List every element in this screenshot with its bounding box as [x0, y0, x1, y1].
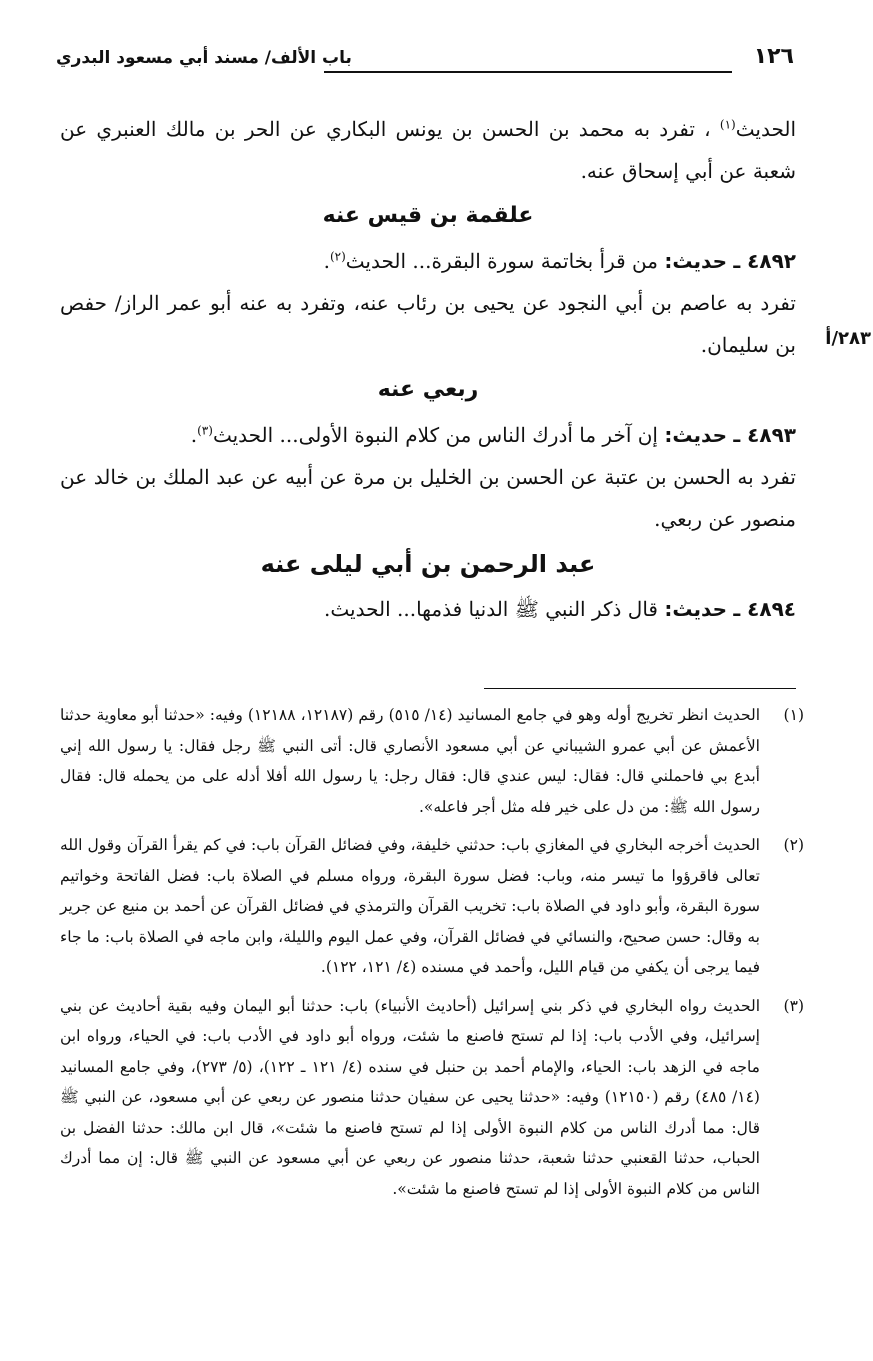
section-heading-abdulrahman: عبد الرحمن بن أبي ليلى عنه — [260, 550, 596, 578]
entry-keyword: حديث: — [664, 423, 727, 447]
footnote-text: الحديث رواه البخاري في ذكر بني إسرائيل (أحاديث الأنبياء) باب: حدثنا أبو اليمان وفيه بقية أحاديث عن بني إسرائيل، وفي الأدب باب: إذا لم تستح فاصنع ما شئت، ورواه أبو داود في الأدب باب: في الحياء، ورواه ابن ماجه في الزهد باب: الحياء، والإمام أحمد بن حنبل في سنده (٤/ ١٢١ ـ ١٢٢)، (٥/ ٢٧٣)، وفي جامع المسانيد (١٤/ ٤٨٥) رقم (١٢١٥٠) وفيه: «حدثنا يحيى عن سفيان حدثنا منصور عن ربعي عن أبي مسعود، عن النبي ﷺ قال: مما أدرك الناس من كلام النبوة الأولى إذا لم تستح فاصنع ما شئت»، قال ابن مالك: حدثنا الفضل بن الحباب، حدثنا القعنبي حدثنا شعبة، حدثنا منصور عن ربعي عن أبي مسعود عن النبي ﷺ قال: إن مما أدرك الناس من كلام النبوة الأولى إذا لم تستح فاصنع ما شئت». — [60, 996, 760, 1198]
footnote-ref-3[interactable]: (٣) — [197, 423, 213, 438]
footnote-marker: (١) — [783, 706, 804, 724]
entry-number: ٤٨٩٤ ـ — [733, 597, 796, 621]
entry-end: . — [190, 423, 198, 447]
section-heading-alqama: علقمة بن قيس عنه — [322, 203, 534, 228]
footnote-text: الحديث أخرجه البخاري في المغازي باب: حدثني خليفة، وفي فضائل القرآن باب: في كم يقرأ القرآن وقول الله تعالى فاقرؤوا ما تيسر منه، وباب: فضل سورة البقرة، ورواه مسلم في الصلاة باب: فضل الفاتحة وخواتيم سورة البقرة، وأبو داود في الصلاة باب: تخريب القرآن والترمذي في فضائل القرآن عن أحمد بن منيع عن جرير به وقال: حسن صحيح، والنسائي في فضائل القرآن، وفي عمل اليوم والليلة، وابن ماجه في الصلاة باب: ما جاء فيما يرجى أن يكفي من قيام الليل، وأحمد في مسنده (٤/ ١٢١، ١٢٢). — [60, 836, 760, 976]
footnotes-separator — [484, 688, 796, 689]
footnote-marker: (٢) — [783, 836, 804, 854]
footnote-text: الحديث انظر تخريج أوله وهو في جامع المسانيد (١٤/ ٥١٥) رقم (١٢١٨٧، ١٢١٨٨) وفيه: «حدثنا أبو معاوية حدثنا الأعمش عن أبي عمرو الشيباني عن أبي مسعود الأنصاري قال: أتى النبي ﷺ رجل فقال: يا رسول الله إني أبدع بي فاحملني قال: فقال: ليس عندي قال: فقال رجل: يا رسول الله أفلا أدله على من يحمله قال: فقال رسول الله ﷺ: من دل على خير فله مثل أجر فاعله». — [60, 706, 761, 816]
hadith-entry-4893 — [60, 414, 796, 456]
header-rule — [324, 71, 732, 73]
intro-text-start: الحديث — [735, 117, 796, 141]
footnotes — [60, 700, 804, 1212]
paragraph-tafarrud-1: تفرد به عاصم بن أبي النجود عن يحيى بن رئاب عنه، وتفرد به عنه أبو عمر الراز/ حفص بن سليمان. — [60, 291, 796, 357]
footnote-2 — [60, 830, 804, 983]
entry-text: إن آخر ما أدرك الناس من كلام النبوة الأولى... الحديث — [212, 423, 665, 447]
footnote-ref-1[interactable]: (١) — [719, 117, 736, 132]
entry-keyword: حديث: — [664, 249, 727, 273]
footnote-ref-2[interactable]: (٢) — [329, 249, 346, 264]
entry-number: ٤٨٩٢ ـ — [733, 249, 796, 273]
footnote-1 — [60, 700, 804, 822]
hadith-entry-4894 — [60, 588, 796, 630]
page-number: ١٢٦ — [753, 44, 794, 69]
margin-folio-note: ٢٨٣/أ — [825, 328, 871, 349]
footnote-marker: (٣) — [783, 996, 804, 1015]
entry-keyword: حديث: — [664, 597, 727, 621]
intro-text-rest: ، تفرد به محمد بن الحسن بن يونس البكاري عن الحر بن مالك العنبري عن شعبة عن أبي إسحاق عنه. — [60, 117, 796, 183]
footnote-3 — [60, 991, 804, 1205]
paragraph-intro — [60, 108, 796, 192]
entry-text: قال ذكر النبي ﷺ الدنيا فذمها... الحديث. — [324, 597, 665, 621]
hadith-entry-4892 — [60, 240, 796, 282]
entry-number: ٤٨٩٣ ـ — [733, 423, 796, 447]
section-heading-ribi: ربعي عنه — [377, 377, 479, 402]
entry-text: من قرأ بخاتمة سورة البقرة... الحديث — [345, 249, 665, 273]
running-title: باب الألف/ مسند أبي مسعود البدري — [56, 48, 352, 68]
page-header — [56, 44, 794, 78]
main-text — [60, 108, 796, 630]
entry-end: . — [323, 249, 330, 273]
paragraph-tafarrud-2: تفرد به الحسن بن عتبة عن الحسن بن الخليل بن مرة عن أبيه عن عبد الملك بن خالد عن منصور عن ربعي. — [60, 465, 796, 531]
